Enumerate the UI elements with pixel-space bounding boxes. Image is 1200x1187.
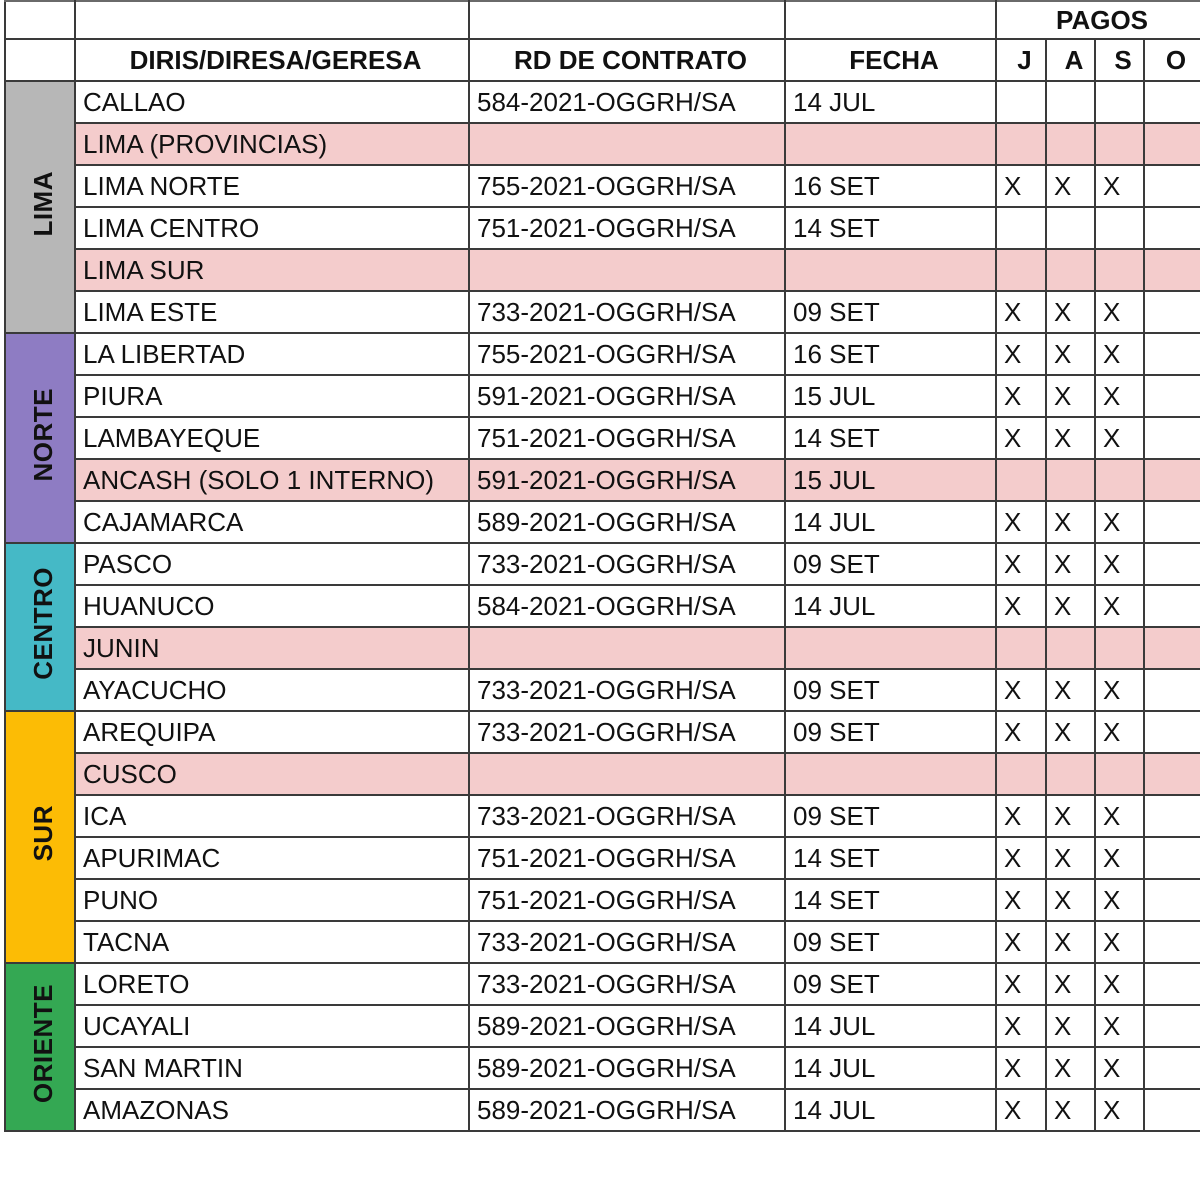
pago-s-cell[interactable]: X (1095, 543, 1144, 585)
fecha-cell[interactable]: 14 SET (785, 837, 996, 879)
pago-j-cell[interactable]: X (996, 1005, 1046, 1047)
pago-a-cell[interactable]: X (1046, 669, 1095, 711)
fecha-cell[interactable]: 15 JUL (785, 375, 996, 417)
rd-cell[interactable]: 589-2021-OGGRH/SA (469, 501, 785, 543)
pago-s-cell[interactable] (1095, 249, 1144, 291)
diris-cell[interactable]: SAN MARTIN (75, 1047, 469, 1089)
pago-a-cell[interactable] (1046, 249, 1095, 291)
header-rd[interactable]: RD DE CONTRATO (469, 39, 785, 81)
rd-cell[interactable]: 733-2021-OGGRH/SA (469, 669, 785, 711)
table-row (5, 459, 1200, 501)
pago-o-cell[interactable] (1144, 417, 1200, 459)
header-empty-cell[interactable] (75, 1, 469, 39)
diris-cell[interactable]: AMAZONAS (75, 1089, 469, 1131)
table-row (5, 921, 1200, 963)
fecha-cell[interactable]: 14 JUL (785, 1047, 996, 1089)
fecha-cell[interactable] (785, 627, 996, 669)
fecha-cell[interactable]: 14 SET (785, 879, 996, 921)
table-row (5, 417, 1200, 459)
header-empty-cell[interactable] (785, 1, 996, 39)
corner-cell[interactable] (5, 1, 75, 39)
diris-cell[interactable]: ANCASH (SOLO 1 INTERNO) (75, 459, 469, 501)
pago-s-cell[interactable] (1095, 207, 1144, 249)
rd-cell[interactable]: 591-2021-OGGRH/SA (469, 459, 785, 501)
pago-j-cell[interactable] (996, 81, 1046, 123)
rd-cell[interactable]: 584-2021-OGGRH/SA (469, 585, 785, 627)
rd-cell[interactable]: 589-2021-OGGRH/SA (469, 1047, 785, 1089)
diris-cell[interactable]: LAMBAYEQUE (75, 417, 469, 459)
pago-a-cell[interactable]: X (1046, 1089, 1095, 1131)
fecha-cell[interactable]: 09 SET (785, 711, 996, 753)
fecha-cell[interactable]: 14 JUL (785, 1005, 996, 1047)
pago-a-cell[interactable]: X (1046, 837, 1095, 879)
pago-j-cell[interactable]: X (996, 417, 1046, 459)
pago-j-cell[interactable] (996, 249, 1046, 291)
table-row (5, 963, 1200, 1005)
table-row (5, 501, 1200, 543)
header-month-a[interactable]: A (1046, 39, 1095, 81)
rd-cell[interactable]: 733-2021-OGGRH/SA (469, 543, 785, 585)
region-label: CENTRO (28, 567, 58, 680)
pago-s-cell[interactable] (1095, 753, 1144, 795)
pago-o-cell[interactable] (1144, 837, 1200, 879)
table-row (5, 375, 1200, 417)
pago-o-cell[interactable] (1144, 921, 1200, 963)
pago-j-cell[interactable] (996, 627, 1046, 669)
pago-a-cell[interactable]: X (1046, 291, 1095, 333)
table-row (5, 585, 1200, 627)
pago-o-cell[interactable] (1144, 333, 1200, 375)
fecha-cell[interactable] (785, 753, 996, 795)
fecha-cell[interactable]: 16 SET (785, 165, 996, 207)
diris-cell[interactable]: TACNA (75, 921, 469, 963)
region-cell-sur[interactable] (5, 711, 75, 963)
table-row (5, 879, 1200, 921)
fecha-cell[interactable]: 15 JUL (785, 459, 996, 501)
pago-o-cell[interactable] (1144, 81, 1200, 123)
rd-cell[interactable]: 751-2021-OGGRH/SA (469, 879, 785, 921)
fecha-cell[interactable]: 09 SET (785, 795, 996, 837)
header-region-cell[interactable] (5, 39, 75, 81)
pago-j-cell[interactable]: X (996, 711, 1046, 753)
pago-s-cell[interactable]: X (1095, 711, 1144, 753)
rd-cell[interactable] (469, 123, 785, 165)
pago-j-cell[interactable]: X (996, 837, 1046, 879)
pago-o-cell[interactable] (1144, 1089, 1200, 1131)
pago-a-cell[interactable]: X (1046, 165, 1095, 207)
pago-j-cell[interactable]: X (996, 165, 1046, 207)
header-row-top (5, 1, 1200, 39)
pago-j-cell[interactable]: X (996, 291, 1046, 333)
pago-o-cell[interactable] (1144, 753, 1200, 795)
diris-cell[interactable]: LA LIBERTAD (75, 333, 469, 375)
pago-o-cell[interactable] (1144, 375, 1200, 417)
region-label: ORIENTE (28, 983, 58, 1104)
pago-a-cell[interactable]: X (1046, 963, 1095, 1005)
table-row (5, 543, 1200, 585)
pago-a-cell[interactable]: X (1046, 795, 1095, 837)
pago-s-cell[interactable]: X (1095, 417, 1144, 459)
pago-j-cell[interactable] (996, 207, 1046, 249)
rd-cell[interactable]: 755-2021-OGGRH/SA (469, 333, 785, 375)
pago-o-cell[interactable] (1144, 459, 1200, 501)
pago-j-cell[interactable] (996, 123, 1046, 165)
diris-cell[interactable]: LIMA CENTRO (75, 207, 469, 249)
pago-j-cell[interactable]: X (996, 543, 1046, 585)
contracts-sheet (4, 0, 1200, 1132)
table-row (5, 165, 1200, 207)
fecha-cell[interactable]: 14 JUL (785, 1089, 996, 1131)
rd-cell[interactable] (469, 249, 785, 291)
pago-a-cell[interactable]: X (1046, 1005, 1095, 1047)
pago-s-cell[interactable]: X (1095, 291, 1144, 333)
diris-cell[interactable]: HUANUCO (75, 585, 469, 627)
pago-a-cell[interactable]: X (1046, 333, 1095, 375)
region-cell-norte[interactable] (5, 333, 75, 543)
pago-o-cell[interactable] (1144, 879, 1200, 921)
pago-s-cell[interactable] (1095, 123, 1144, 165)
fecha-cell[interactable]: 09 SET (785, 669, 996, 711)
pago-j-cell[interactable]: X (996, 879, 1046, 921)
header-diris[interactable]: DIRIS/DIRESA/GERESA (75, 39, 469, 81)
pago-o-cell[interactable] (1144, 543, 1200, 585)
diris-cell[interactable]: PIURA (75, 375, 469, 417)
diris-cell[interactable]: AREQUIPA (75, 711, 469, 753)
pago-a-cell[interactable] (1046, 627, 1095, 669)
pago-a-cell[interactable]: X (1046, 921, 1095, 963)
region-cell-oriente[interactable] (5, 963, 75, 1131)
pago-j-cell[interactable]: X (996, 333, 1046, 375)
rd-cell[interactable]: 751-2021-OGGRH/SA (469, 837, 785, 879)
pago-s-cell[interactable] (1095, 81, 1144, 123)
pago-a-cell[interactable] (1046, 81, 1095, 123)
pago-s-cell[interactable]: X (1095, 1047, 1144, 1089)
pago-j-cell[interactable]: X (996, 1047, 1046, 1089)
table-row (5, 627, 1200, 669)
pago-o-cell[interactable] (1144, 669, 1200, 711)
pago-o-cell[interactable] (1144, 165, 1200, 207)
pago-o-cell[interactable] (1144, 627, 1200, 669)
diris-cell[interactable]: LIMA SUR (75, 249, 469, 291)
table-row (5, 795, 1200, 837)
pago-o-cell[interactable] (1144, 123, 1200, 165)
pago-s-cell[interactable]: X (1095, 1089, 1144, 1131)
pago-j-cell[interactable]: X (996, 585, 1046, 627)
fecha-cell[interactable] (785, 249, 996, 291)
pago-a-cell[interactable] (1046, 459, 1095, 501)
fecha-cell[interactable]: 14 JUL (785, 585, 996, 627)
table-row (5, 669, 1200, 711)
diris-cell[interactable]: PUNO (75, 879, 469, 921)
diris-cell[interactable]: UCAYALI (75, 1005, 469, 1047)
diris-cell[interactable]: JUNIN (75, 627, 469, 669)
header-empty-cell[interactable] (469, 1, 785, 39)
diris-cell[interactable]: LIMA (PROVINCIAS) (75, 123, 469, 165)
table-row (5, 837, 1200, 879)
diris-cell[interactable]: CAJAMARCA (75, 501, 469, 543)
diris-cell[interactable]: AYACUCHO (75, 669, 469, 711)
pago-a-cell[interactable]: X (1046, 1047, 1095, 1089)
pago-o-cell[interactable] (1144, 1005, 1200, 1047)
fecha-cell[interactable]: 14 JUL (785, 81, 996, 123)
sheet-body (5, 81, 1200, 1131)
pago-s-cell[interactable]: X (1095, 795, 1144, 837)
pago-a-cell[interactable] (1046, 753, 1095, 795)
header-month-o[interactable]: O (1144, 39, 1200, 81)
fecha-cell[interactable]: 09 SET (785, 963, 996, 1005)
pago-a-cell[interactable]: X (1046, 543, 1095, 585)
table-row (5, 1047, 1200, 1089)
pago-a-cell[interactable]: X (1046, 501, 1095, 543)
rd-cell[interactable]: 733-2021-OGGRH/SA (469, 963, 785, 1005)
rd-cell[interactable] (469, 753, 785, 795)
fecha-cell[interactable] (785, 123, 996, 165)
pago-j-cell[interactable]: X (996, 669, 1046, 711)
table-row (5, 333, 1200, 375)
pago-j-cell[interactable]: X (996, 501, 1046, 543)
fecha-cell[interactable]: 09 SET (785, 921, 996, 963)
rd-cell[interactable]: 584-2021-OGGRH/SA (469, 81, 785, 123)
pago-j-cell[interactable] (996, 459, 1046, 501)
pago-s-cell[interactable]: X (1095, 501, 1144, 543)
pago-o-cell[interactable] (1144, 207, 1200, 249)
diris-cell[interactable]: LIMA ESTE (75, 291, 469, 333)
rd-cell[interactable]: 589-2021-OGGRH/SA (469, 1089, 785, 1131)
region-label: LIMA (28, 170, 58, 237)
table-row (5, 711, 1200, 753)
region-cell-lima[interactable] (5, 81, 75, 333)
pago-s-cell[interactable]: X (1095, 837, 1144, 879)
rd-cell[interactable]: 751-2021-OGGRH/SA (469, 207, 785, 249)
rd-cell[interactable]: 733-2021-OGGRH/SA (469, 291, 785, 333)
region-label: NORTE (28, 387, 58, 482)
region-cell-centro[interactable] (5, 543, 75, 711)
pago-j-cell[interactable]: X (996, 963, 1046, 1005)
pago-o-cell[interactable] (1144, 585, 1200, 627)
diris-cell[interactable]: CALLAO (75, 81, 469, 123)
pago-s-cell[interactable]: X (1095, 585, 1144, 627)
table-row (5, 81, 1200, 123)
fecha-cell[interactable]: 14 JUL (785, 501, 996, 543)
fecha-cell[interactable]: 16 SET (785, 333, 996, 375)
table-row (5, 291, 1200, 333)
rd-cell[interactable]: 733-2021-OGGRH/SA (469, 795, 785, 837)
diris-cell[interactable]: LORETO (75, 963, 469, 1005)
diris-cell[interactable]: LIMA NORTE (75, 165, 469, 207)
table-row (5, 1005, 1200, 1047)
fecha-cell[interactable]: 14 SET (785, 417, 996, 459)
pago-j-cell[interactable]: X (996, 375, 1046, 417)
pago-s-cell[interactable]: X (1095, 921, 1144, 963)
pago-o-cell[interactable] (1144, 963, 1200, 1005)
diris-cell[interactable]: ICA (75, 795, 469, 837)
pago-j-cell[interactable]: X (996, 921, 1046, 963)
rd-cell[interactable]: 591-2021-OGGRH/SA (469, 375, 785, 417)
pago-a-cell[interactable] (1046, 123, 1095, 165)
pago-s-cell[interactable]: X (1095, 879, 1144, 921)
pago-s-cell[interactable] (1095, 627, 1144, 669)
pago-s-cell[interactable]: X (1095, 165, 1144, 207)
pago-o-cell[interactable] (1144, 1047, 1200, 1089)
rd-cell[interactable] (469, 627, 785, 669)
pago-j-cell[interactable]: X (996, 795, 1046, 837)
pago-a-cell[interactable] (1046, 207, 1095, 249)
fecha-cell[interactable]: 14 SET (785, 207, 996, 249)
rd-cell[interactable]: 733-2021-OGGRH/SA (469, 711, 785, 753)
header-pagos[interactable]: PAGOS (996, 1, 1200, 39)
rd-cell[interactable]: 751-2021-OGGRH/SA (469, 417, 785, 459)
pago-s-cell[interactable]: X (1095, 1005, 1144, 1047)
fecha-cell[interactable]: 09 SET (785, 543, 996, 585)
fecha-cell[interactable]: 09 SET (785, 291, 996, 333)
rd-cell[interactable]: 589-2021-OGGRH/SA (469, 1005, 785, 1047)
header-fecha[interactable]: FECHA (785, 39, 996, 81)
header-row (5, 39, 1200, 81)
header-month-s[interactable]: S (1095, 39, 1144, 81)
pago-s-cell[interactable] (1095, 459, 1144, 501)
pago-a-cell[interactable]: X (1046, 375, 1095, 417)
pago-s-cell[interactable]: X (1095, 963, 1144, 1005)
header-month-j[interactable]: J (996, 39, 1046, 81)
table-row (5, 1089, 1200, 1131)
pago-j-cell[interactable] (996, 753, 1046, 795)
pago-o-cell[interactable] (1144, 501, 1200, 543)
diris-cell[interactable]: APURIMAC (75, 837, 469, 879)
table-row (5, 753, 1200, 795)
pago-s-cell[interactable]: X (1095, 375, 1144, 417)
pago-s-cell[interactable]: X (1095, 333, 1144, 375)
pago-o-cell[interactable] (1144, 711, 1200, 753)
pago-o-cell[interactable] (1144, 249, 1200, 291)
rd-cell[interactable]: 733-2021-OGGRH/SA (469, 921, 785, 963)
table-row (5, 207, 1200, 249)
pago-s-cell[interactable]: X (1095, 669, 1144, 711)
pago-j-cell[interactable]: X (996, 1089, 1046, 1131)
diris-cell[interactable]: CUSCO (75, 753, 469, 795)
pago-a-cell[interactable]: X (1046, 417, 1095, 459)
table-row (5, 123, 1200, 165)
pago-a-cell[interactable]: X (1046, 879, 1095, 921)
rd-cell[interactable]: 755-2021-OGGRH/SA (469, 165, 785, 207)
pago-a-cell[interactable]: X (1046, 711, 1095, 753)
pago-a-cell[interactable]: X (1046, 585, 1095, 627)
table-row (5, 249, 1200, 291)
diris-cell[interactable]: PASCO (75, 543, 469, 585)
region-label: SUR (28, 805, 58, 862)
pago-o-cell[interactable] (1144, 795, 1200, 837)
pago-o-cell[interactable] (1144, 291, 1200, 333)
